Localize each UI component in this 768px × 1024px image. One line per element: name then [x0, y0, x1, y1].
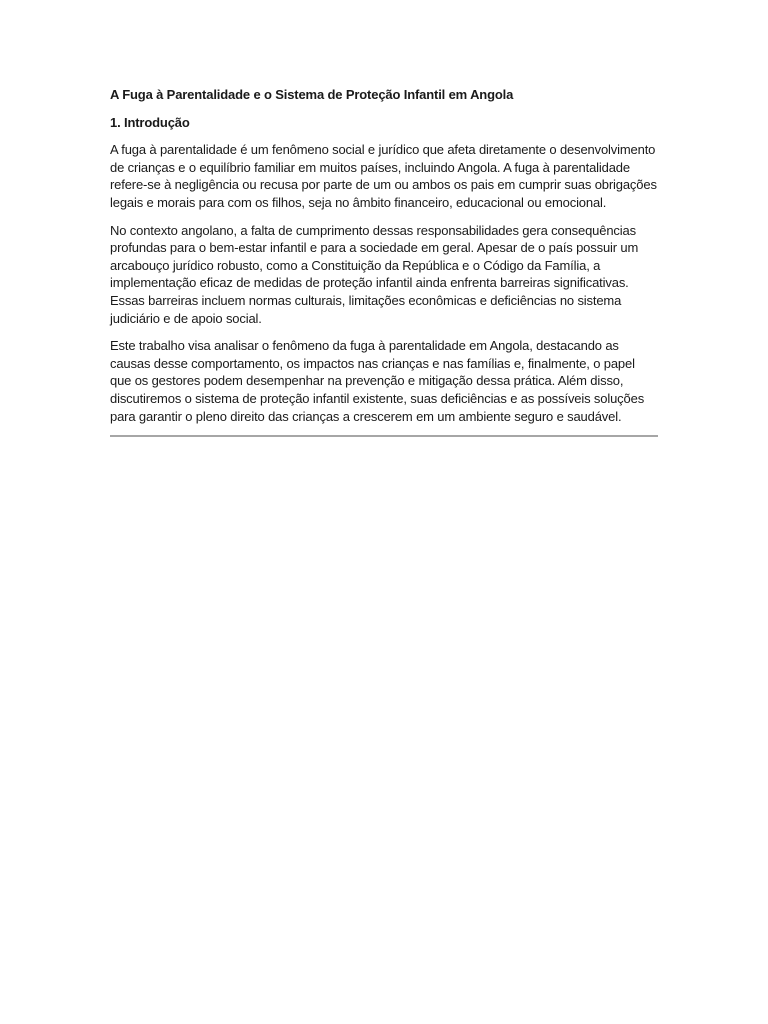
- document-body: [110, 86, 658, 437]
- document-title: A Fuga à Parentalidade e o Sistema de Proteção Infantil em Angola: [110, 87, 514, 102]
- paragraph-2: No contexto angolano, a falta de cumprimento dessas responsabilidades gera consequências profundas para o bem-estar infantil e para a sociedade em geral. Apesar de o país possuir um arcabouço jurídico robusto, como a Constituição da República e o Código da Família, a implementação eficaz de medidas de proteção infantil ainda enfrenta barreiras significativas. Essas barreiras incluem normas culturais, limitações econômicas e deficiências no sistema judiciário e de apoio social.: [110, 222, 639, 326]
- horizontal-divider: [110, 435, 658, 437]
- section-heading: 1. Introdução: [110, 114, 190, 130]
- paragraph-1: A fuga à parentalidade é um fenômeno social e jurídico que afeta diretamente o desenvolvimento de crianças e o equilíbrio familiar em muitos países, incluindo Angola. A fuga à parentalidade refere-se à negligência ou recusa por parte de um ou ambos os pais em cumprir suas obrigações legais e morais para com os filhos, seja no âmbito financeiro, educacional ou emocional.: [110, 142, 657, 210]
- paragraph-3: Este trabalho visa analisar o fenômeno da fuga à parentalidade em Angola, destacando as causas desse comportamento, os impactos nas crianças e nas famílias e, finalmente, o papel que os gestores podem desempenhar na prevenção e mitigação dessa prática. Além disso, discutiremos o sistema de proteção infantil existente, suas deficiências e as possíveis soluções para garantir o pleno direito das crianças a crescerem em um ambiente seguro e saudável.: [110, 338, 645, 424]
